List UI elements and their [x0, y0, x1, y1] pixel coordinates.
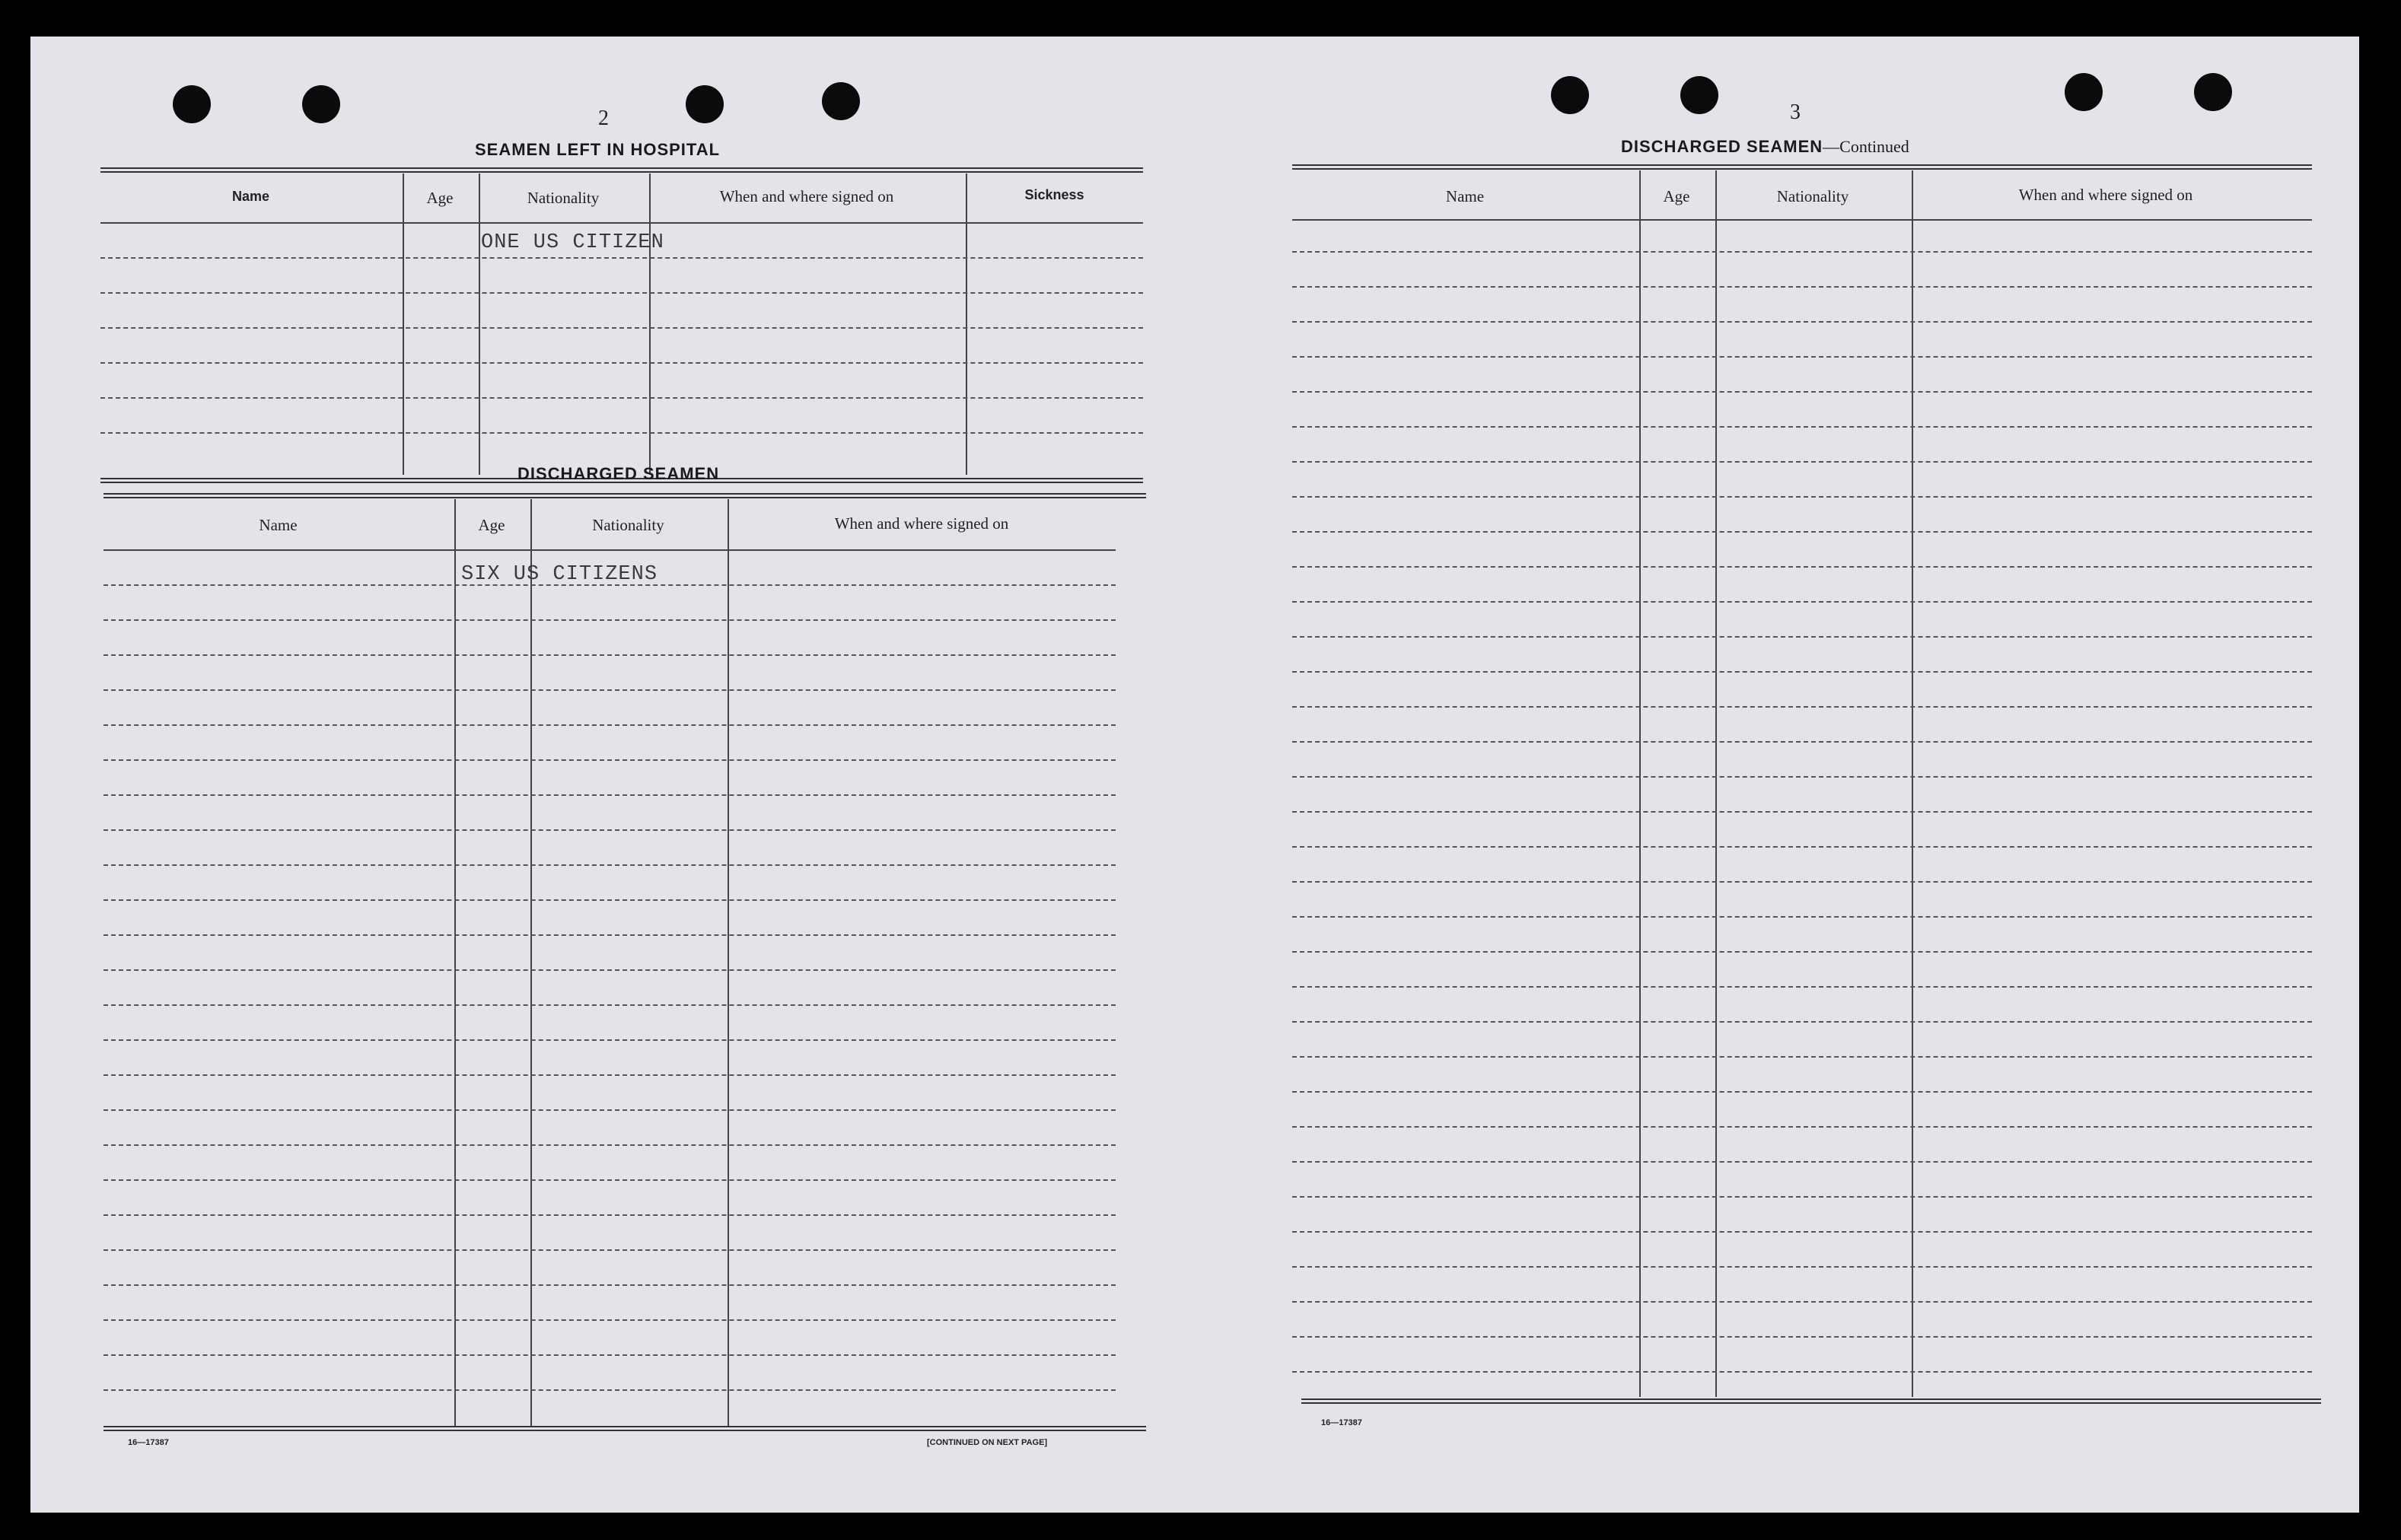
entry-line	[100, 362, 1143, 364]
entry-line	[1292, 1266, 2312, 1268]
entry-line	[1292, 1371, 2312, 1373]
entry-line	[100, 432, 1143, 434]
discharged-top-rule	[103, 493, 1146, 498]
entry-line	[1292, 706, 2312, 708]
continued-top-rule	[1292, 164, 2312, 170]
entry-line	[100, 292, 1143, 294]
header-underline	[1292, 219, 2312, 221]
entry-line	[103, 899, 1116, 901]
typed-entry: SIX US CITIZENS	[461, 563, 658, 586]
entry-line	[1292, 1161, 2312, 1163]
discharged-continued-table	[1292, 170, 2312, 1398]
entry-line	[1292, 1091, 2312, 1093]
entry-line	[103, 1109, 1116, 1111]
col-header-age: Age	[478, 516, 505, 534]
continued-bottom-rule	[1301, 1398, 2321, 1404]
entry-line	[103, 584, 1116, 586]
col-header-age: Age	[1663, 187, 1690, 205]
entry-line	[1292, 461, 2312, 463]
entry-line	[1292, 811, 2312, 813]
entry-line	[1292, 1056, 2312, 1058]
entry-line	[1292, 601, 2312, 603]
entry-line	[103, 1074, 1116, 1076]
entry-line	[1292, 636, 2312, 638]
entry-line	[1292, 356, 2312, 358]
entry-line	[103, 1039, 1116, 1041]
entry-line	[103, 1389, 1116, 1391]
entry-line	[103, 794, 1116, 796]
discharged-continued-title	[1621, 137, 1909, 157]
entry-line	[103, 1144, 1116, 1146]
discharged-section-title: DISCHARGED SEAMEN	[517, 464, 720, 483]
hospital-table	[100, 173, 1143, 478]
entry-line	[1292, 496, 2312, 498]
form-number: 16—17387	[128, 1438, 169, 1447]
entry-line	[103, 1179, 1116, 1181]
col-header-name: Name	[231, 189, 270, 204]
entry-line	[1292, 951, 2312, 953]
right-page	[1195, 37, 2359, 1513]
col-header-nationality: Nationality	[527, 189, 600, 207]
left-page	[30, 37, 1195, 1513]
typed-entry: ONE US CITIZEN	[481, 231, 664, 254]
col-header-name: Name	[259, 516, 298, 534]
col-header-age: Age	[426, 189, 454, 207]
title-main: DISCHARGED SEAMEN	[1621, 137, 1823, 156]
entry-line	[103, 1249, 1116, 1251]
col-header-name: Name	[1445, 187, 1485, 205]
col-header-signed-on: When and where signed on	[834, 514, 1009, 533]
entry-line	[1292, 251, 2312, 253]
entry-line	[103, 759, 1116, 761]
entry-line	[1292, 531, 2312, 533]
entry-line	[1292, 846, 2312, 848]
column-divider	[454, 499, 456, 1426]
entry-line	[103, 619, 1116, 621]
hospital-section-title: SEAMEN LEFT IN HOSPITAL	[475, 140, 721, 159]
entry-line	[103, 724, 1116, 726]
entry-line	[1292, 321, 2312, 323]
entry-line	[103, 654, 1116, 656]
entry-line	[1292, 881, 2312, 883]
entry-line	[103, 1004, 1116, 1006]
entry-line	[1292, 426, 2312, 428]
entry-line	[1292, 776, 2312, 778]
entry-line	[103, 1284, 1116, 1286]
column-divider	[728, 499, 729, 1426]
column-divider	[479, 173, 480, 475]
discharged-bottom-rule	[103, 1426, 1146, 1431]
discharged-table	[103, 499, 1146, 1427]
col-header-signed-on: When and where signed on	[719, 187, 894, 205]
column-divider	[966, 173, 967, 475]
entry-line	[1292, 1301, 2312, 1303]
entry-line	[103, 969, 1116, 971]
entry-line	[1292, 916, 2312, 918]
column-divider	[403, 173, 404, 475]
header-underline	[103, 549, 1116, 551]
entry-line	[103, 1319, 1116, 1321]
entry-line	[103, 934, 1116, 936]
entry-line	[100, 327, 1143, 329]
entry-line	[1292, 741, 2312, 743]
title-suffix: —Continued	[1823, 137, 1909, 156]
entry-line	[103, 829, 1116, 831]
column-divider	[1639, 170, 1641, 1397]
col-header-signed-on: When and where signed on	[2018, 186, 2193, 204]
col-header-nationality: Nationality	[1776, 187, 1849, 205]
entry-line	[1292, 1196, 2312, 1198]
hospital-top-rule	[100, 167, 1143, 173]
continued-note: [CONTINUED ON NEXT PAGE]	[927, 1438, 1048, 1447]
entry-line	[1292, 671, 2312, 673]
entry-line	[1292, 986, 2312, 988]
entry-line	[103, 689, 1116, 691]
column-divider	[1912, 170, 1913, 1397]
col-header-nationality: Nationality	[592, 516, 664, 534]
entry-line	[103, 1354, 1116, 1356]
form-number: 16—17387	[1321, 1418, 1362, 1427]
entry-line	[100, 257, 1143, 259]
entry-line	[1292, 1126, 2312, 1128]
entry-line	[103, 1214, 1116, 1216]
page-number: 3	[1790, 100, 1801, 124]
entry-line	[1292, 1336, 2312, 1338]
column-divider	[530, 499, 532, 1426]
entry-line	[1292, 391, 2312, 393]
entry-line	[1292, 566, 2312, 568]
entry-line	[103, 864, 1116, 866]
header-underline	[100, 222, 1143, 224]
column-divider	[1715, 170, 1717, 1397]
entry-line	[1292, 1231, 2312, 1233]
col-header-sickness: Sickness	[1024, 187, 1084, 202]
form-sheet	[30, 37, 2359, 1513]
entry-line	[1292, 286, 2312, 288]
column-divider	[649, 173, 651, 475]
entry-line	[100, 397, 1143, 399]
entry-line	[1292, 1021, 2312, 1023]
page-number: 2	[598, 107, 609, 130]
